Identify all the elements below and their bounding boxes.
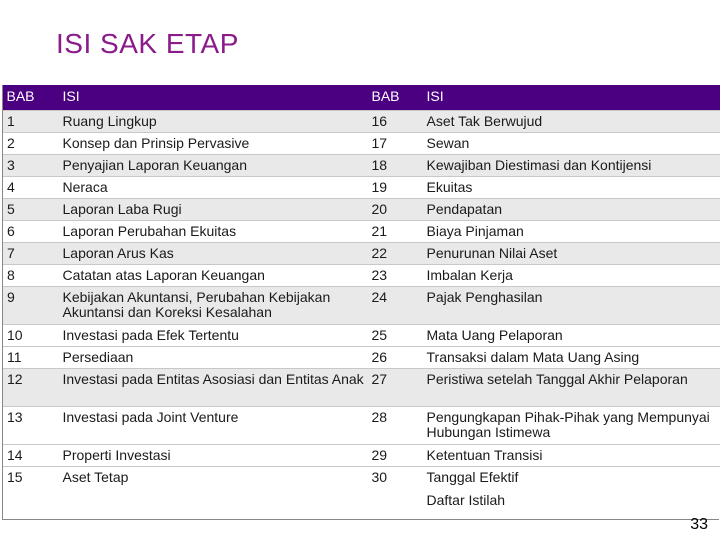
bab-left-cell: 1: [3, 110, 59, 132]
bab-right-cell: 26: [371, 348, 388, 365]
extra-item: Daftar Istilah: [426, 491, 506, 508]
table-header-row: [3, 85, 720, 110]
table-row: [3, 154, 720, 176]
bab-right-cell: 19: [371, 178, 388, 195]
isi-left-cell: Catatan atas Laporan Keuangan: [62, 266, 265, 283]
content-table-wrap: [2, 85, 720, 510]
bab-left-cell: 12: [3, 368, 59, 406]
isi-left-cell: Laporan Laba Rugi: [62, 200, 182, 217]
isi-right-cell: Transaksi dalam Mata Uang Asing: [426, 348, 640, 365]
isi-right-text: Tanggal Efektif: [426, 468, 519, 485]
isi-right-cell: Biaya Pinjaman: [426, 222, 524, 239]
bab-right-cell: 25: [371, 326, 388, 343]
isi-left-cell: Konsep dan Prinsip Pervasive: [62, 134, 250, 151]
isi-right-cell: Aset Tak Berwujud: [426, 112, 543, 129]
table-row: [3, 368, 720, 406]
bab-right-cell: 22: [371, 244, 388, 261]
table-row: [3, 466, 720, 510]
isi-left-cell: Properti Investasi: [62, 446, 171, 463]
table-row: [3, 444, 720, 466]
isi-right-cell: Penurunan Nilai Aset: [426, 244, 558, 261]
content-table: [2, 85, 720, 510]
bab-right-cell: 27: [371, 370, 388, 387]
table-row: [3, 286, 720, 324]
isi-right-cell: Ketentuan Transisi: [426, 446, 543, 463]
isi-left-cell: Kebijakan Akuntansi, Perubahan Kebijakan Akuntansi dan Koreksi Kesalahan: [62, 288, 331, 320]
bab-left-cell: 2: [3, 132, 59, 154]
table-row: [3, 264, 720, 286]
bab-left-cell: 3: [3, 154, 59, 176]
header-isi-right: ISI: [426, 88, 444, 104]
bab-right-cell: 21: [371, 222, 388, 239]
bab-right-cell: 30: [371, 468, 388, 485]
isi-left-cell: Investasi pada Entitas Asosiasi dan Entitas Anak: [62, 370, 364, 387]
bab-right-cell: 17: [371, 134, 388, 151]
isi-right-cell: Peristiwa setelah Tanggal Akhir Pelaporan: [426, 370, 688, 387]
bab-left-cell: 8: [3, 264, 59, 286]
header-isi-left: ISI: [62, 88, 80, 104]
page-number: 33: [690, 516, 708, 533]
page-title: ISI SAK ETAP: [56, 28, 239, 59]
bab-left-cell: 11: [3, 346, 59, 368]
table-row: [3, 406, 720, 444]
bab-left-cell: 13: [3, 406, 59, 444]
table-row: [3, 220, 720, 242]
bab-left-cell: 10: [3, 324, 59, 346]
isi-left-cell: Laporan Arus Kas: [62, 244, 174, 261]
bab-right-cell: 28: [371, 408, 388, 425]
bab-right-cell: 29: [371, 446, 388, 463]
isi-right-cell: Kewajiban Diestimasi dan Kontijensi: [426, 156, 652, 173]
bab-right-cell: 18: [371, 156, 388, 173]
isi-right-cell: Sewan: [426, 134, 470, 151]
isi-left-cell: Investasi pada Efek Tertentu: [62, 326, 239, 343]
bab-right-cell: 23: [371, 266, 388, 283]
table-row: [3, 324, 720, 346]
bab-left-cell: 15: [3, 466, 59, 510]
isi-right-cell: Pengungkapan Pihak-Pihak yang Mempunyai Hubungan Istimewa: [426, 408, 710, 440]
header-bab-left: BAB: [6, 88, 35, 104]
table-row: [3, 346, 720, 368]
bab-right-cell: 24: [371, 288, 388, 305]
isi-left-cell: Persediaan: [62, 348, 134, 365]
table-row: [3, 176, 720, 198]
table-row: [3, 110, 720, 132]
isi-left-cell: Investasi pada Joint Venture: [62, 408, 239, 425]
table-row: [3, 132, 720, 154]
isi-right-cell: Imbalan Kerja: [426, 266, 513, 283]
isi-left-cell: Aset Tetap: [62, 468, 129, 485]
bab-right-cell: 16: [371, 112, 388, 129]
bab-left-cell: 9: [3, 286, 59, 324]
bab-left-cell: 5: [3, 198, 59, 220]
isi-left-cell: Ruang Lingkup: [62, 112, 157, 129]
isi-left-cell: Laporan Perubahan Ekuitas: [62, 222, 237, 239]
isi-right-cell: Pendapatan: [426, 200, 503, 217]
isi-left-cell: Penyajian Laporan Keuangan: [62, 156, 247, 173]
header-bab-right: BAB: [371, 88, 400, 104]
isi-right-cell: Mata Uang Pelaporan: [426, 326, 563, 343]
bab-left-cell: 4: [3, 176, 59, 198]
isi-right-cell: Ekuitas: [426, 178, 473, 195]
bab-right-cell: 20: [371, 200, 388, 217]
table-row: [3, 242, 720, 264]
isi-left-cell: Neraca: [62, 178, 108, 195]
bab-left-cell: 6: [3, 220, 59, 242]
bab-left-cell: 14: [3, 444, 59, 466]
bab-left-cell: 7: [3, 242, 59, 264]
isi-right-cell: Pajak Penghasilan: [426, 288, 543, 305]
table-row: [3, 198, 720, 220]
isi-right-cell: [423, 466, 720, 510]
